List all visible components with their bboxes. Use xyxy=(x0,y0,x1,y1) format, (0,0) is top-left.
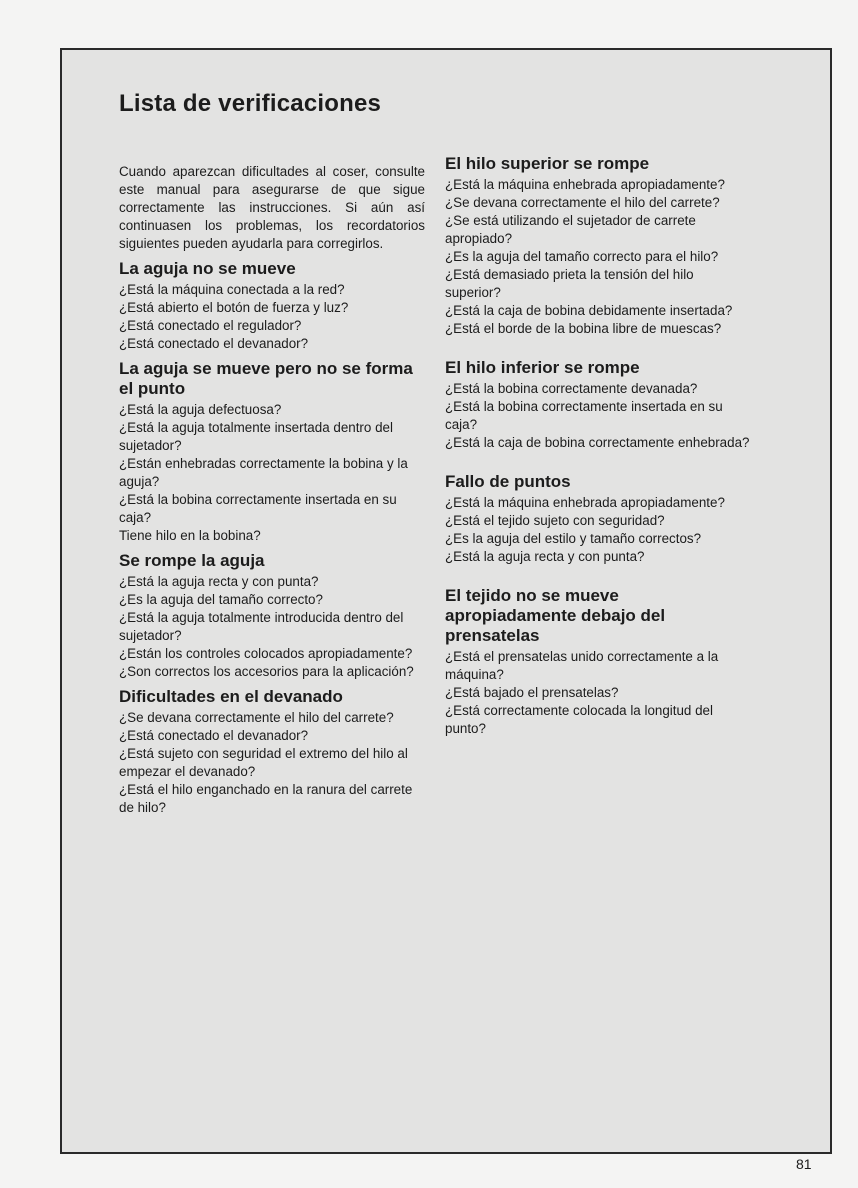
section-heading: El hilo superior se rompe xyxy=(445,154,650,173)
question-item: ¿Está la aguja recta y con punta? xyxy=(445,549,645,564)
left-sections xyxy=(119,259,425,817)
question-list xyxy=(119,709,425,817)
checklist-section xyxy=(119,551,425,681)
question-item: ¿Está la aguja totalmente insertada dentro del sujetador? xyxy=(119,420,393,453)
question-list xyxy=(445,494,751,566)
checklist-section xyxy=(445,472,751,566)
question-item: ¿Está la máquina conectada a la red? xyxy=(119,282,345,297)
section-heading: La aguja no se mueve xyxy=(119,259,296,278)
question-item: ¿Está la máquina enhebrada apropiadamente? xyxy=(445,177,725,192)
right-sections xyxy=(445,154,751,738)
section-heading: La aguja se mueve pero no se forma el punto xyxy=(119,359,413,398)
question-list xyxy=(119,573,425,681)
checklist-section xyxy=(445,586,751,738)
question-item: ¿Están los controles colocados apropiadamente? xyxy=(119,646,413,661)
question-item: ¿Es la aguja del estilo y tamaño correctos? xyxy=(445,531,702,546)
question-item: ¿Es la aguja del tamaño correcto? xyxy=(119,592,323,607)
question-list xyxy=(119,401,425,545)
right-column xyxy=(445,154,751,758)
question-list xyxy=(445,380,751,452)
question-item: ¿Se devana correctamente el hilo del carrete? xyxy=(119,710,394,725)
section-heading: Dificultades en el devanado xyxy=(119,687,343,706)
question-item: ¿Está demasiado prieta la tensión del hilo superior? xyxy=(445,267,694,300)
checklist-section xyxy=(119,359,425,545)
question-item: ¿Está la máquina enhebrada apropiadamente? xyxy=(445,495,725,510)
question-item: ¿Está la bobina correctamente insertada en su caja? xyxy=(445,399,723,432)
question-item: ¿Está sujeto con seguridad el extremo del hilo al empezar el devanado? xyxy=(119,746,408,779)
question-item: ¿Está la bobina correctamente devanada? xyxy=(445,381,698,396)
question-item: ¿Está bajado el prensatelas? xyxy=(445,685,619,700)
section-heading: El hilo inferior se rompe xyxy=(445,358,640,377)
question-list xyxy=(119,281,425,353)
left-column xyxy=(119,163,425,823)
question-item: ¿Se devana correctamente el hilo del carrete? xyxy=(445,195,720,210)
question-item: ¿Está la caja de bobina debidamente insertada? xyxy=(445,303,733,318)
section-heading: Se rompe la aguja xyxy=(119,551,265,570)
section-heading: El tejido no se mueve apropiadamente debajo del prensatelas xyxy=(445,586,666,645)
question-item: ¿Está el hilo enganchado en la ranura del carrete de hilo? xyxy=(119,782,413,815)
question-item: ¿Está el tejido sujeto con seguridad? xyxy=(445,513,665,528)
question-list xyxy=(445,176,751,338)
checklist-section xyxy=(119,259,425,353)
question-item: ¿Está correctamente colocada la longitud del punto? xyxy=(445,703,713,736)
question-item: ¿Está el prensatelas unido correctamente a la máquina? xyxy=(445,649,719,682)
question-item: ¿Está la aguja recta y con punta? xyxy=(119,574,319,589)
page-number: 81 xyxy=(796,1156,812,1172)
question-item: ¿Está la bobina correctamente insertada en su caja? xyxy=(119,492,397,525)
question-item: ¿Está la aguja defectuosa? xyxy=(119,402,282,417)
question-item: ¿Está la caja de bobina correctamente enhebrada? xyxy=(445,435,750,450)
question-item: ¿Está conectado el devanador? xyxy=(119,336,309,351)
checklist-section xyxy=(119,687,425,817)
question-item: ¿Están enhebradas correctamente la bobina y la aguja? xyxy=(119,456,408,489)
question-list xyxy=(445,648,751,738)
question-item: ¿Está conectado el devanador? xyxy=(119,728,309,743)
question-item: ¿Está el borde de la bobina libre de muescas? xyxy=(445,321,722,336)
question-item: ¿Está abierto el botón de fuerza y luz? xyxy=(119,300,349,315)
page-title: Lista de verificaciones xyxy=(119,90,382,117)
question-item: ¿Está la aguja totalmente introducida dentro del sujetador? xyxy=(119,610,404,643)
section-heading: Fallo de puntos xyxy=(445,472,571,491)
checklist-section xyxy=(445,358,751,452)
question-item: ¿Es la aguja del tamaño correcto para el hilo? xyxy=(445,249,719,264)
question-item: Tiene hilo en la bobina? xyxy=(119,528,261,543)
question-item: ¿Se está utilizando el sujetador de carrete apropiado? xyxy=(445,213,696,246)
intro-paragraph: Cuando aparezcan dificultades al coser, consulte este manual para asegurarse de que sigue correctamente las instrucciones. Si aún así continuasen los problemas, los recordatorios siguientes pueden ayudarla para corregirlos. xyxy=(119,164,425,251)
question-item: ¿Está conectado el regulador? xyxy=(119,318,302,333)
question-item: ¿Son correctos los accesorios para la aplicación? xyxy=(119,664,414,679)
checklist-section xyxy=(445,154,751,338)
